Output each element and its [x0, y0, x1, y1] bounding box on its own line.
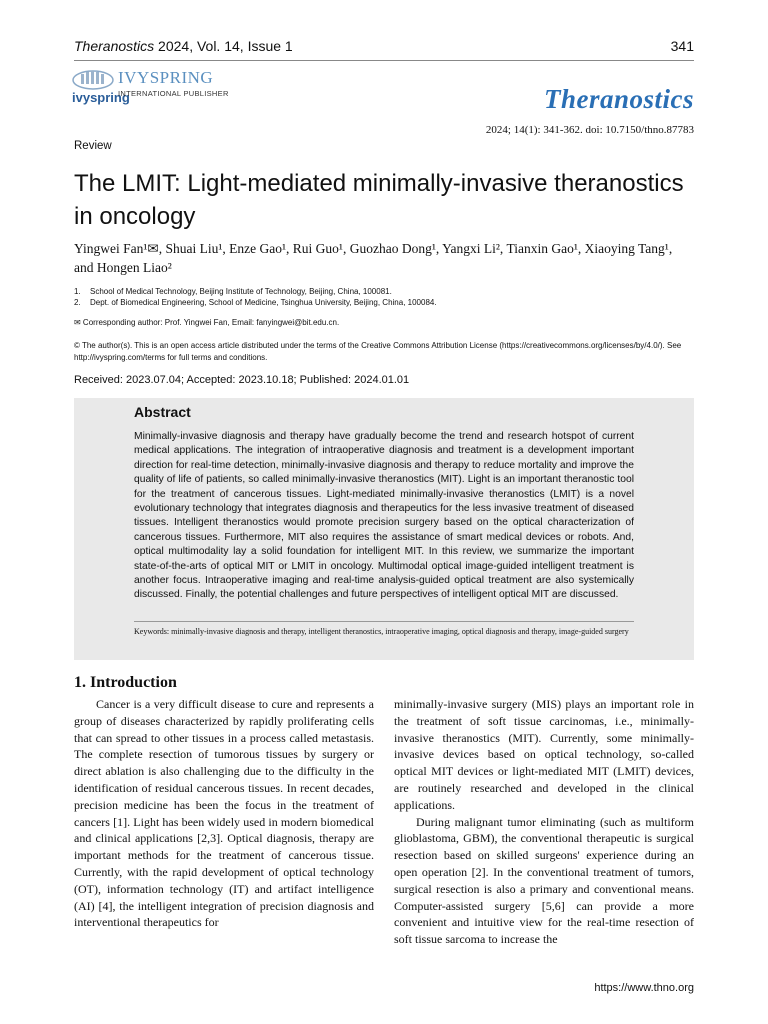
svg-text:ivyspring: ivyspring	[72, 90, 130, 105]
journal-volume-info: 2024, Vol. 14, Issue 1	[154, 38, 293, 54]
abstract-divider	[134, 621, 634, 622]
abstract-text: Minimally-invasive diagnosis and therapy have gradually become the trend and research hotspot of current medical applications. The integration of intraoperative diagnosis and treatment is a development important direction for real-time detection, minimally-invasive diagnosis and therapy to reduce mortality and improve the quality of life of patients, so called minimally-invasive theranostics (MIT). Light is an important theranostic tool for the treatment of cancerous tissues. Light-mediated minimally-invasive theranostics (LMIT) is a novel evolutionary technology that integrates diagnosis and therapeutics for the less invasive treatment of diseased tissues. Intelligent theranostics would promote precision surgery based on the optical characterization of cancerous tissues. Furthermore, MIT also requires the assistance of smart medical devices or robots. And, optical multimodality lay a solid foundation for intelligent MIT. In this review, we summarize the important state-of-the-arts of optical MIT or LMIT in oncology. Multimodal optical image-guided intelligent treatment is another focus. Intraoperative imaging and real-time analysis-guided optical treatment are also systemically discussed. Finally, the potential challenges and future perspectives of intelligent optical MIT are discussed.	[134, 431, 634, 601]
publisher-subtitle: INTERNATIONAL PUBLISHER	[118, 89, 229, 98]
keywords: Keywords: minimally-invasive diagnosis and therapy, intelligent theranostics, intraoperative imaging, optical diagnosis and therapy, image-guided surgery	[134, 627, 629, 636]
affiliation-2	[74, 298, 437, 307]
body-paragraph: Cancer is a very difficult disease to cure and represents a group of diseases characterized by rapidly proliferating cells that can spread to other tissues in a process called metastasis. The complete resection of tumorous tissues by surgery or direct ablation is also challenging due to the difficulty in the identification of residual cancerous tissues. In recent decades, precision medicine has been the focus in the treatment of cancers [1]. Light has been widely used in modern biomedical and clinical applications [2,3]. Optical diagnosis, therapy are important methods for the treatment of cancerous tissue. Currently, with the rapid development of optical technology (OT), information technology (IT) and artifact intelligence (AI) [4], the intelligent integration of precision diagnosis and interventional therapeutics for	[74, 697, 374, 930]
running-header	[74, 38, 293, 54]
affiliation-text: School of Medical Technology, Beijing Institute of Technology, Beijing, China, 100081.	[90, 287, 392, 296]
publication-dates: Received: 2023.07.04; Accepted: 2023.10.18; Published: 2024.01.01	[74, 374, 410, 386]
journal-name: Theranostics	[74, 38, 155, 54]
corresponding-author: ✉ Corresponding author: Prof. Yingwei Fan, Email: fanyingwei@bit.edu.cn.	[74, 318, 340, 327]
footer-url[interactable]: https://www.thno.org	[594, 982, 694, 994]
section-heading: 1. Introduction	[74, 674, 177, 691]
affiliation-text: Dept. of Biomedical Engineering, School of Medicine, Tsinghua University, Beijing, China, 100084.	[90, 298, 437, 307]
abstract-heading: Abstract	[134, 404, 191, 420]
affiliation-1	[74, 287, 392, 296]
ivyspring-logo-icon	[70, 68, 130, 106]
body-column-left	[74, 696, 374, 931]
article-title: The LMIT: Light-mediated minimally-invasive theranostics in oncology	[74, 170, 684, 230]
body-paragraph: minimally-invasive surgery (MIS) plays an important role in the treatment of soft tissue carcinomas, i.e., minimally-invasive theranostics (MIT). Currently, some minimally-invasive devices based on optical technology, so-called optical MIT devices or light-mediated MIT (LMIT) devices, are routinely researched and developed in the clinical applications.	[394, 697, 694, 812]
article-type: Review	[74, 140, 112, 152]
body-paragraph: During malignant tumor eliminating (such as multiform glioblastoma, GBM), the conventional therapeutic is surgical resection based on skilled surgeons' experience during an open operation [2]. In the conventional treatment of tumors, surgical resection is also a primary and conventional means. Computer-assisted surgery [5,6] can provide a more convenient and intuitive view for the real-time resection of soft tissue sarcoma to increase the	[394, 814, 694, 947]
journal-logo: Theranostics	[543, 84, 694, 114]
affiliation-number: 1.	[74, 287, 81, 296]
author-list: Yingwei Fan¹✉, Shuai Liu¹, Enze Gao¹, Rui Guo¹, Guozhao Dong¹, Yangxi Li², Tianxin Gao¹, Xiaoying Tang¹, and Hongen Liao²	[74, 241, 673, 275]
body-column-right	[394, 696, 694, 948]
affiliation-number: 2.	[74, 298, 81, 307]
page-number: 341	[670, 38, 694, 54]
header-divider	[74, 60, 694, 61]
license-notice: © The author(s). This is an open access article distributed under the terms of the Creative Commons Attribution License (https://creativecommons.org/licenses/by/4.0/). See http://ivyspring.com/terms for full terms and conditions.	[74, 341, 682, 362]
citation: 2024; 14(1): 341-362. doi: 10.7150/thno.87783	[485, 124, 694, 136]
publisher-name: IVYSPRING	[118, 68, 214, 87]
